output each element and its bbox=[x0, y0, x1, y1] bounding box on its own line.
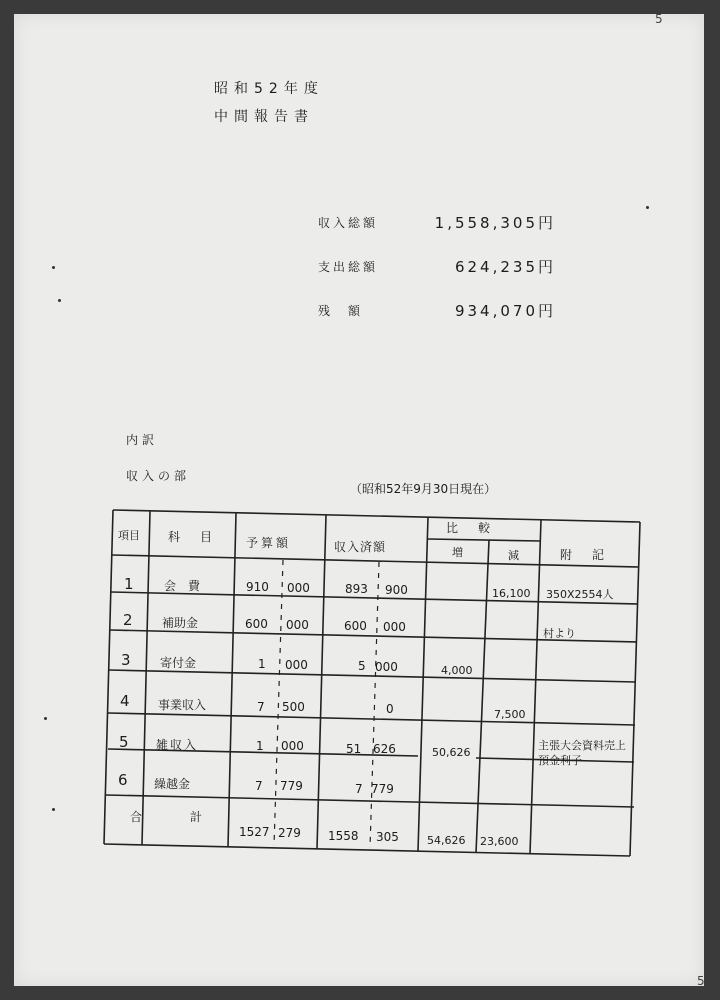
row-6-received-thousands: 7 bbox=[355, 782, 363, 796]
col-header-received: 収入済額 bbox=[334, 540, 387, 554]
page-number-top: 5 bbox=[655, 12, 663, 26]
row-1-no: 1 bbox=[124, 575, 134, 593]
total-label: 合 計 bbox=[130, 810, 221, 824]
report-title: 中間報告書 bbox=[214, 109, 314, 125]
section-income: 収入の部 bbox=[126, 469, 191, 483]
row-2-item: 補助金 bbox=[162, 616, 199, 630]
row-2-received-thousands: 600 bbox=[344, 619, 367, 633]
row-1-decrease: 16,100 bbox=[492, 587, 531, 600]
col-header-budget: 予算額 bbox=[246, 536, 292, 550]
row-4-item: 事業収入 bbox=[158, 698, 207, 712]
as-of-date: （昭和52年9月30日現在） bbox=[350, 482, 497, 496]
total-decrease: 23,600 bbox=[480, 835, 519, 848]
row-2-budget-thousands: 600 bbox=[245, 617, 268, 631]
row-1-budget-ones: 000 bbox=[287, 581, 310, 595]
row-2-remarks: 村より bbox=[543, 627, 576, 640]
row-1-received-thousands: 893 bbox=[345, 582, 368, 596]
row-3-item: 寄付金 bbox=[160, 656, 197, 670]
row-5-budget-thousands: 1 bbox=[256, 739, 264, 753]
row-3-received-thousands: 5 bbox=[358, 659, 366, 673]
row-6-budget-thousands: 7 bbox=[255, 779, 263, 793]
summary-label-income: 収入総額 bbox=[318, 216, 379, 230]
summary-value-expense: 624,235円 bbox=[454, 258, 556, 276]
row-4-decrease: 7,500 bbox=[494, 708, 526, 721]
row-2-budget-ones: 000 bbox=[286, 618, 309, 632]
page-number-bottom: 5 bbox=[697, 974, 705, 988]
section-breakdown: 内訳 bbox=[126, 433, 159, 447]
total-budget-thousands: 1527 bbox=[239, 825, 270, 839]
col-header-item: 科 目 bbox=[168, 530, 217, 544]
row-1-budget-thousands: 910 bbox=[246, 580, 269, 594]
row-6-budget-ones: 779 bbox=[280, 779, 303, 793]
row-6-item: 繰越金 bbox=[154, 777, 191, 791]
row-2-received-ones: 000 bbox=[383, 620, 406, 634]
row-2-no: 2 bbox=[123, 611, 133, 629]
row-1-remarks: 350X2554人 bbox=[546, 588, 614, 601]
row-6-no: 6 bbox=[118, 771, 128, 789]
summary-label-expense: 支出総額 bbox=[318, 260, 379, 274]
row-4-no: 4 bbox=[120, 692, 130, 710]
col-header-increase: 増 bbox=[452, 546, 463, 559]
row-5-budget-ones: 000 bbox=[281, 739, 304, 753]
col-header-no: 項目 bbox=[118, 529, 140, 542]
total-received-thousands: 1558 bbox=[328, 829, 359, 843]
row-5-increase: 50,626 bbox=[432, 746, 471, 759]
row-5-item: 雑収入 bbox=[156, 738, 199, 752]
row-6-received-ones: 779 bbox=[371, 782, 394, 796]
row-3-received-ones: 000 bbox=[375, 660, 398, 674]
total-budget-ones: 279 bbox=[278, 826, 301, 840]
row-4-received-ones: 0 bbox=[386, 702, 394, 716]
summary-value-income: 1,558,305円 bbox=[434, 214, 556, 232]
row-5-remarks: 主張大会資料売上 預金利子 bbox=[538, 739, 626, 767]
total-increase: 54,626 bbox=[427, 834, 466, 847]
row-4-budget-thousands: 7 bbox=[257, 700, 265, 714]
row-5-no: 5 bbox=[119, 733, 129, 751]
total-received-ones: 305 bbox=[376, 830, 399, 844]
row-3-budget-ones: 000 bbox=[285, 658, 308, 672]
row-5-received-thousands: 51 bbox=[346, 742, 362, 756]
summary-label-balance: 残 額 bbox=[318, 304, 364, 318]
row-1-received-ones: 900 bbox=[385, 583, 408, 597]
report-year-title: 昭和52年度 bbox=[214, 81, 324, 97]
row-3-increase: 4,000 bbox=[441, 664, 473, 677]
row-3-no: 3 bbox=[121, 651, 131, 669]
col-header-remarks: 附 記 bbox=[560, 548, 609, 562]
col-header-compare: 比 較 bbox=[446, 521, 495, 535]
row-3-budget-thousands: 1 bbox=[258, 657, 266, 671]
summary-value-balance: 934,070円 bbox=[454, 302, 556, 320]
col-header-decrease: 減 bbox=[508, 549, 519, 562]
row-1-item: 会 費 bbox=[164, 579, 201, 593]
row-4-budget-ones: 500 bbox=[282, 700, 305, 714]
row-5-received-ones: 626 bbox=[373, 742, 396, 756]
